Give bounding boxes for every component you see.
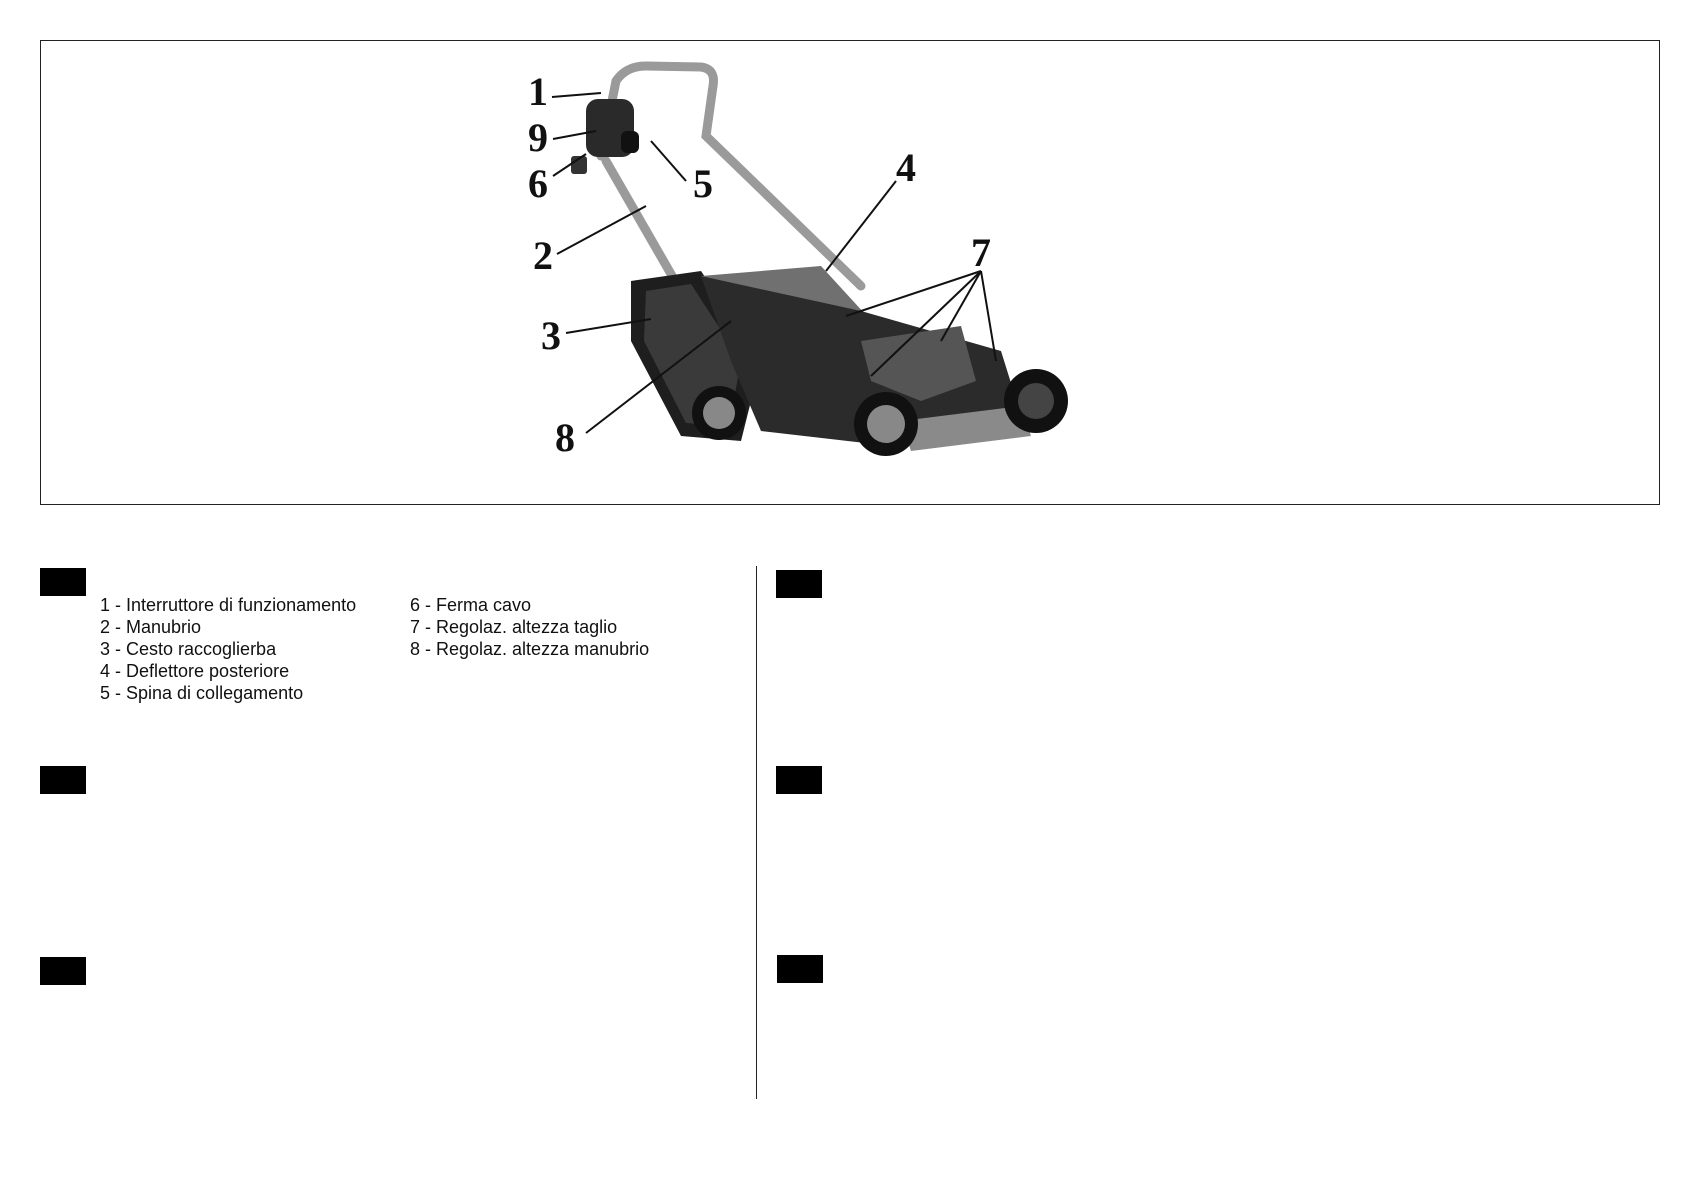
callout-7: 7: [971, 230, 991, 275]
callout-9: 9: [528, 115, 548, 160]
legend-left-column: [100, 594, 356, 704]
legend-item-2: 2 - Manubrio: [100, 617, 202, 637]
plug-knob: [621, 131, 639, 153]
callout-2: 2: [533, 233, 553, 278]
legend-item-7: 7 - Regolaz. altezza taglio: [410, 617, 618, 637]
legend-item-1: 1 - Interruttore di funzionamento: [100, 595, 357, 615]
callout-3: 3: [541, 313, 561, 358]
callout-8: 8: [555, 415, 575, 460]
legend-item-8: 8 - Regolaz. altezza manubrio: [410, 639, 650, 659]
language-block-2: [40, 766, 86, 794]
legend-item-5: 5 - Spina di collegamento: [100, 683, 304, 703]
language-block-4: [776, 570, 822, 598]
legend-item-6: 6 - Ferma cavo: [410, 595, 532, 615]
figure-frame: [40, 40, 1660, 505]
legend-item-3: 3 - Cesto raccoglierba: [100, 639, 277, 659]
callout-5: 5: [693, 161, 713, 206]
legend-right-column: [410, 594, 649, 660]
callout-4: 4: [896, 145, 916, 190]
language-block-5: [776, 766, 822, 794]
language-block-3: [40, 957, 86, 985]
language-block-1: [40, 568, 86, 596]
legend-item-4: 4 - Deflettore posteriore: [100, 661, 290, 681]
mower-handle: [601, 66, 861, 286]
language-block-6: [777, 955, 823, 983]
callout-6: 6: [528, 161, 548, 206]
lawn-mower-illustration: [41, 41, 1661, 506]
column-divider: [756, 566, 757, 1099]
callout-1: 1: [528, 69, 548, 114]
